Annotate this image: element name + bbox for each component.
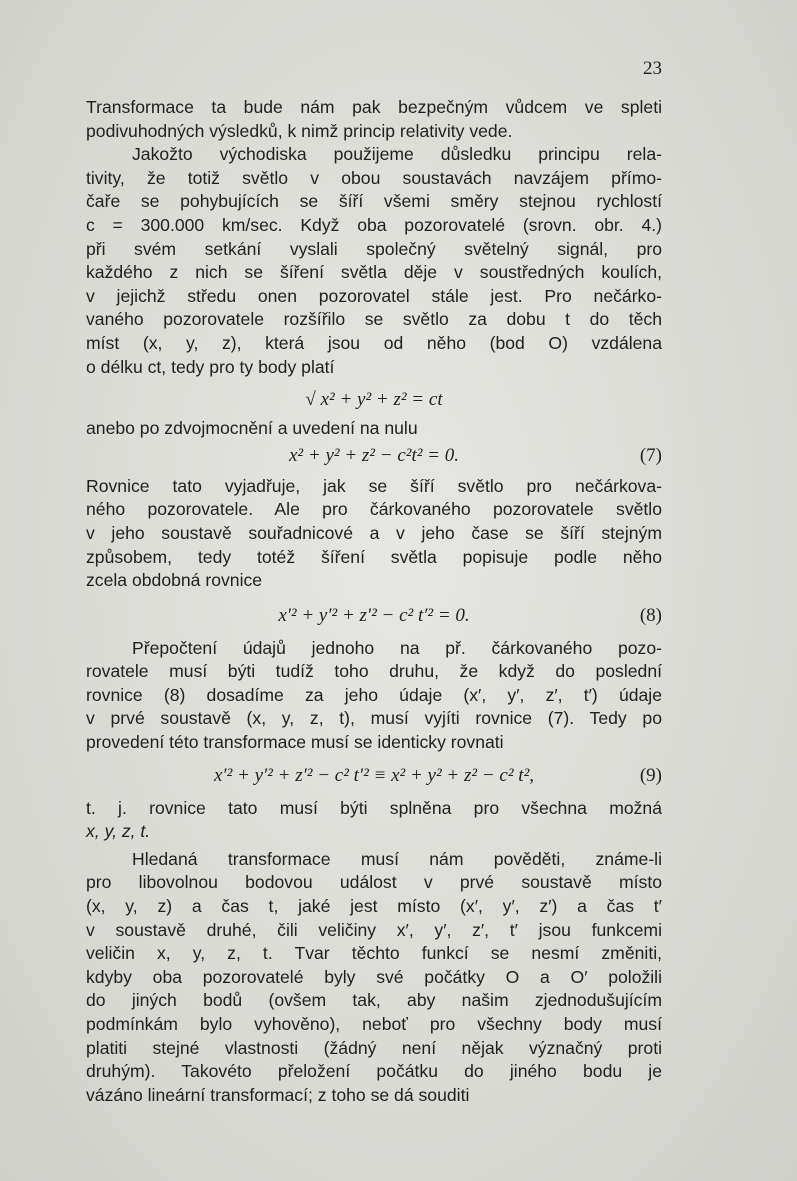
text-line: míst (x, y, z), která jsou od něho (bod O) vzdálena bbox=[86, 332, 662, 353]
text-line: Transformace ta bude nám pak bezpečným vůdcem ve spleti bbox=[86, 97, 662, 117]
equation-8 bbox=[86, 601, 662, 631]
text-line: vaného pozorovatele rozšířilo se světlo za dobu t do těch bbox=[86, 309, 662, 330]
equation-9 bbox=[86, 761, 662, 791]
text-line: pro libovolnou bodovou událost v prvé soustavě místo bbox=[86, 872, 662, 893]
equation-1 bbox=[86, 385, 662, 415]
paragraph-1 bbox=[86, 96, 662, 143]
text-line: do jiných bodů (ovšem tak, aby našim zjednodušujícím bbox=[86, 990, 662, 1011]
text-line: veličin x, y, z, t. Tvar těchto funkcí se nesmí změniti, bbox=[86, 943, 662, 964]
text-line: kdyby oba pozorovatelé byly své počátky O a O′ položili bbox=[86, 966, 662, 987]
text-line: způsobem, tedy totéž šíření světla popisuje podle něho bbox=[86, 546, 662, 567]
equation-body: x′² + y′² + z′² − c² t′² = 0. bbox=[278, 604, 470, 626]
paragraph-3 bbox=[86, 417, 662, 441]
text-line: druhým). Takovéto přeložení počátku do jiného bodu je bbox=[86, 1061, 662, 1082]
text-line: Přepočtení údajů jednoho na př. čárkovaného pozo- bbox=[132, 637, 662, 658]
paragraph-4 bbox=[86, 475, 662, 593]
text-line: v soustavě druhé, čili veličiny x′, y′, z′, t′ jsou funkcemi bbox=[86, 919, 662, 940]
paragraph-6 bbox=[86, 797, 662, 844]
equation-7 bbox=[86, 441, 662, 471]
text-line: v prvé soustavě (x, y, z, t), musí vyjíti rovnice (7). Tedy po bbox=[86, 708, 662, 729]
text-line: podmínkám bylo vyhověno), neboť pro všechny body musí bbox=[86, 1014, 662, 1034]
page-number: 23 bbox=[643, 58, 662, 79]
paragraph-7 bbox=[86, 848, 662, 1108]
equation-number: (7) bbox=[639, 444, 662, 466]
text-line: platiti stejné vlastnosti (žádný není nějak význačný proti bbox=[86, 1037, 662, 1058]
text-line: každého z nich se šíření světla děje v soustředných koulích, bbox=[86, 262, 662, 283]
text-line: zcela obdobná rovnice bbox=[86, 570, 263, 591]
text-line: v jejichž středu onen pozorovatel stále jest. Pro nečárko- bbox=[86, 285, 662, 306]
text-line: rovnice (8) dosadíme za jeho údaje (x′, y′, z′, t′) údaje bbox=[86, 684, 662, 705]
text-line: (x, y, z) a čas t, jaké jest místo (x′, y′, z′) a čas t′ bbox=[86, 896, 662, 917]
text-line: o délku ct, tedy pro ty body platí bbox=[86, 356, 335, 377]
text-line: při svém setkání vyslali společný světelný signál, pro bbox=[86, 238, 662, 259]
text-line: provedení této transformace musí se identicky rovnati bbox=[86, 732, 504, 753]
text-line: c = 300.000 km/sec. Když oba pozorovatelé (srovn. obr. 4.) bbox=[86, 214, 662, 235]
text-line: čaře se pohybujících se šíří všemi směry stejnou rychlostí bbox=[86, 191, 662, 212]
text-line: ného pozorovatele. Ale pro čárkovaného pozorovatele světlo bbox=[86, 499, 662, 520]
text-line: Jakožto východiska použijeme důsledku principu rela- bbox=[132, 144, 662, 165]
equation-number: (9) bbox=[639, 764, 662, 786]
equation-body: x′² + y′² + z′² − c² t′² ≡ x² + y² + z² − c² t², bbox=[213, 764, 535, 786]
text-line: Rovnice tato vyjadřuje, jak se šíří světlo pro nečárkova- bbox=[86, 475, 662, 496]
text-line: x, y, z, t. bbox=[86, 821, 151, 842]
page-text bbox=[86, 96, 662, 1107]
text-line: v jeho soustavě souřadnicové a v jeho čase se šíří stejným bbox=[86, 522, 662, 543]
text-line: tivity, že totiž světlo v obou soustavách navzájem přímo- bbox=[86, 167, 662, 188]
text-line: podivuhodných výsledků, k nimž princip relativity vede. bbox=[86, 120, 513, 141]
text-line: anebo po zdvojmocnění a uvedení na nulu bbox=[86, 418, 418, 439]
text-line: rovatele musí býti tudíž toho druhu, že když do poslední bbox=[86, 661, 662, 682]
equation-body: √ x² + y² + z² = ct bbox=[305, 389, 443, 411]
text-line: t. j. rovnice tato musí býti splněna pro všechna možná bbox=[86, 797, 662, 818]
text-line: vázáno lineární transformací; z toho se dá souditi bbox=[86, 1084, 470, 1105]
equation-body: x² + y² + z² − c²t² = 0. bbox=[289, 444, 459, 466]
equation-number: (8) bbox=[639, 604, 662, 626]
paragraph-5 bbox=[86, 637, 662, 755]
paragraph-2 bbox=[86, 143, 662, 379]
text-line: Hledaná transformace musí nám pověděti, známe-li bbox=[132, 848, 662, 869]
